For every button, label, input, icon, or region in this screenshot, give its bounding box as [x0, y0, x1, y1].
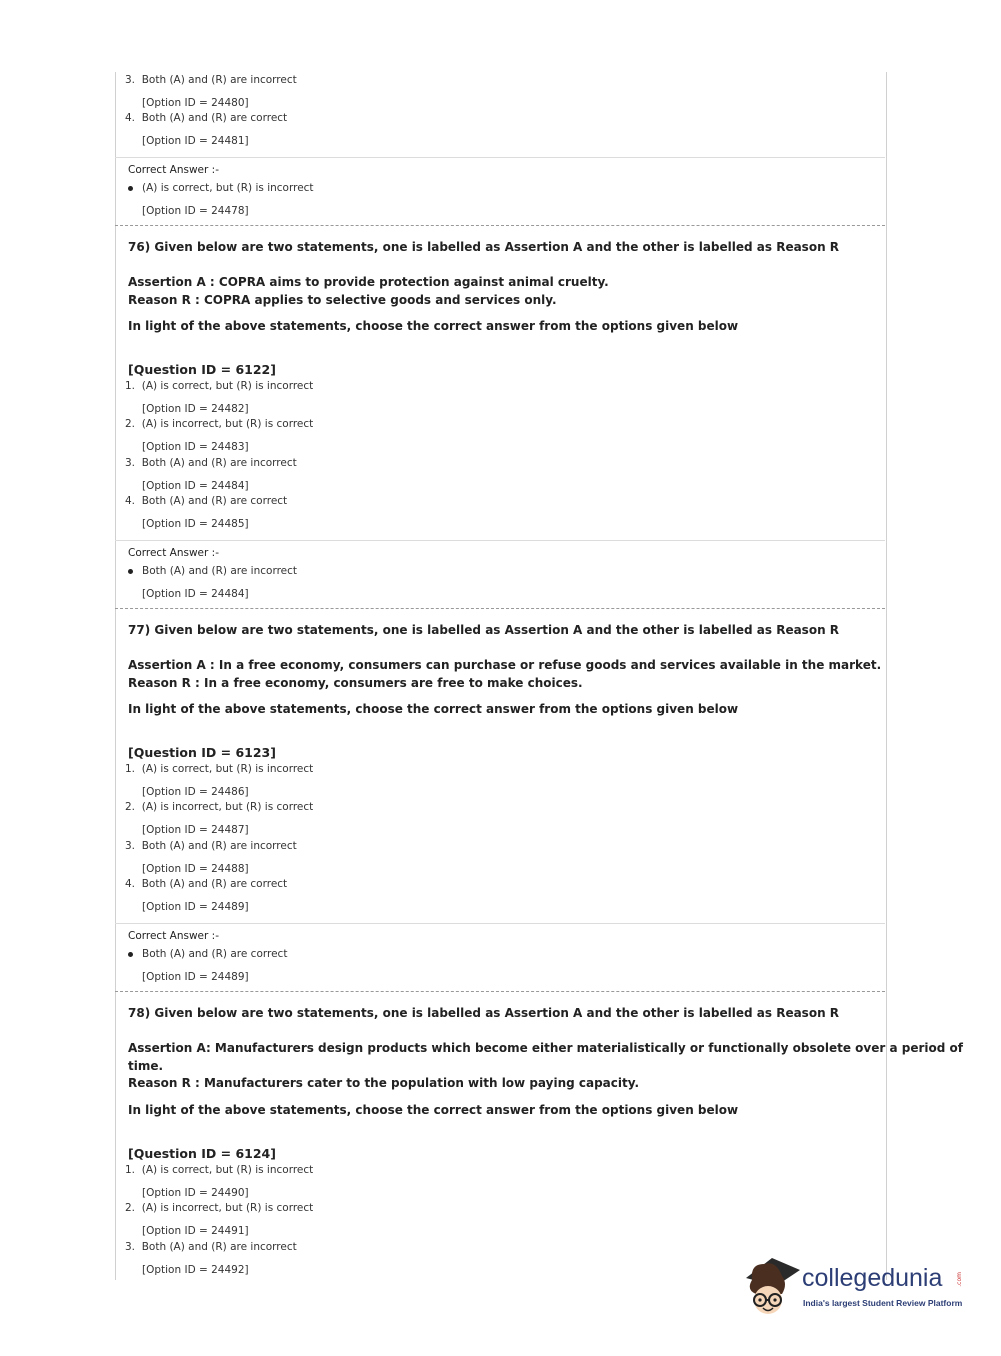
- option-id: [Option ID = 24490]: [142, 1187, 249, 1199]
- divider: [115, 923, 885, 924]
- question-divider: [115, 225, 885, 226]
- bullet-icon: [128, 569, 133, 574]
- question-76-assertion: Assertion A : COPRA aims to provide protection against animal cruelty.: [128, 275, 609, 289]
- option-id: [Option ID = 24483]: [142, 441, 249, 453]
- option-id: [Option ID = 24487]: [142, 824, 249, 836]
- question-78-assertion: Assertion A: Manufacturers design products which become either materialistically or functionally obsolete over a period of: [128, 1041, 963, 1055]
- option-2: 2. (A) is incorrect, but (R) is correct: [125, 801, 314, 813]
- option-3: 3. Both (A) and (R) are incorrect: [125, 1241, 297, 1253]
- option-4: 4. Both (A) and (R) are correct: [125, 878, 288, 890]
- option-1: 1. (A) is correct, but (R) is incorrect: [125, 763, 314, 775]
- option-2: 2. (A) is incorrect, but (R) is correct: [125, 418, 314, 430]
- option-id: [Option ID = 24488]: [142, 863, 249, 875]
- correct-answer-label: Correct Answer :-: [128, 930, 219, 942]
- question-78-assertion-cont: time.: [128, 1059, 164, 1073]
- option-1: 1. (A) is correct, but (R) is incorrect: [125, 380, 314, 392]
- question-divider: [115, 991, 885, 992]
- correct-answer-label: Correct Answer :-: [128, 547, 219, 559]
- option-id: [Option ID = 24482]: [142, 403, 249, 415]
- divider: [115, 157, 885, 158]
- bullet-icon: [128, 952, 133, 957]
- option-3: 3. Both (A) and (R) are incorrect: [125, 840, 297, 852]
- option-id: [Option ID = 24484]: [142, 480, 249, 492]
- question-77-assertion: Assertion A : In a free economy, consumers can purchase or refuse goods and services available in the market.: [128, 658, 882, 672]
- option-id: [Option ID = 24486]: [142, 786, 249, 798]
- option-id: [Option ID = 24480]: [142, 97, 249, 109]
- question-divider: [115, 608, 885, 609]
- question-76-id: [Question ID = 6122]: [128, 362, 276, 377]
- correct-answer-option-id: [Option ID = 24478]: [142, 205, 249, 217]
- question-76-instruction: In light of the above statements, choose the correct answer from the options given below: [128, 319, 739, 333]
- correct-answer-option-id: [Option ID = 24489]: [142, 971, 249, 983]
- question-76-reason: Reason R : COPRA applies to selective goods and services only.: [128, 293, 557, 307]
- divider: [115, 540, 885, 541]
- question-77-instruction: In light of the above statements, choose the correct answer from the options given below: [128, 702, 739, 716]
- option-3: 3. Both (A) and (R) are incorrect: [125, 74, 297, 86]
- question-77-reason: Reason R : In a free economy, consumers are free to make choices.: [128, 676, 583, 690]
- option-4: 4. Both (A) and (R) are correct: [125, 495, 288, 507]
- option-id: [Option ID = 24485]: [142, 518, 249, 530]
- question-78-id: [Question ID = 6124]: [128, 1146, 276, 1161]
- correct-answer-option-id: [Option ID = 24484]: [142, 588, 249, 600]
- option-id: [Option ID = 24492]: [142, 1264, 249, 1276]
- question-76-stem: 76) Given below are two statements, one is labelled as Assertion A and the other is labelled as Reason R: [128, 240, 840, 254]
- option-2: 2. (A) is incorrect, but (R) is correct: [125, 1202, 314, 1214]
- option-id: [Option ID = 24491]: [142, 1225, 249, 1237]
- mascot-icon: [742, 1250, 804, 1320]
- correct-answer: (A) is correct, but (R) is incorrect: [128, 182, 314, 194]
- option-3: 3. Both (A) and (R) are incorrect: [125, 457, 297, 469]
- option-1: 1. (A) is correct, but (R) is incorrect: [125, 1164, 314, 1176]
- question-77-stem: 77) Given below are two statements, one is labelled as Assertion A and the other is labelled as Reason R: [128, 623, 840, 637]
- option-4: 4. Both (A) and (R) are correct: [125, 112, 288, 124]
- logo-wordmark: collegedunia: [802, 1264, 943, 1292]
- bullet-icon: [128, 186, 133, 191]
- correct-answer: Both (A) and (R) are correct: [128, 948, 287, 960]
- collegedunia-logo: [742, 1250, 972, 1320]
- question-78-stem: 78) Given below are two statements, one is labelled as Assertion A and the other is labelled as Reason R: [128, 1006, 840, 1020]
- option-id: [Option ID = 24489]: [142, 901, 249, 913]
- correct-answer-label: Correct Answer :-: [128, 164, 219, 176]
- question-78-instruction: In light of the above statements, choose the correct answer from the options given below: [128, 1103, 739, 1117]
- logo-tagline: India's largest Student Review Platform: [803, 1298, 963, 1308]
- question-78-reason: Reason R : Manufacturers cater to the population with low paying capacity.: [128, 1076, 640, 1090]
- logo-dotcom: .com: [956, 1272, 963, 1287]
- correct-answer: Both (A) and (R) are incorrect: [128, 565, 297, 577]
- option-id: [Option ID = 24481]: [142, 135, 249, 147]
- question-77-id: [Question ID = 6123]: [128, 745, 276, 760]
